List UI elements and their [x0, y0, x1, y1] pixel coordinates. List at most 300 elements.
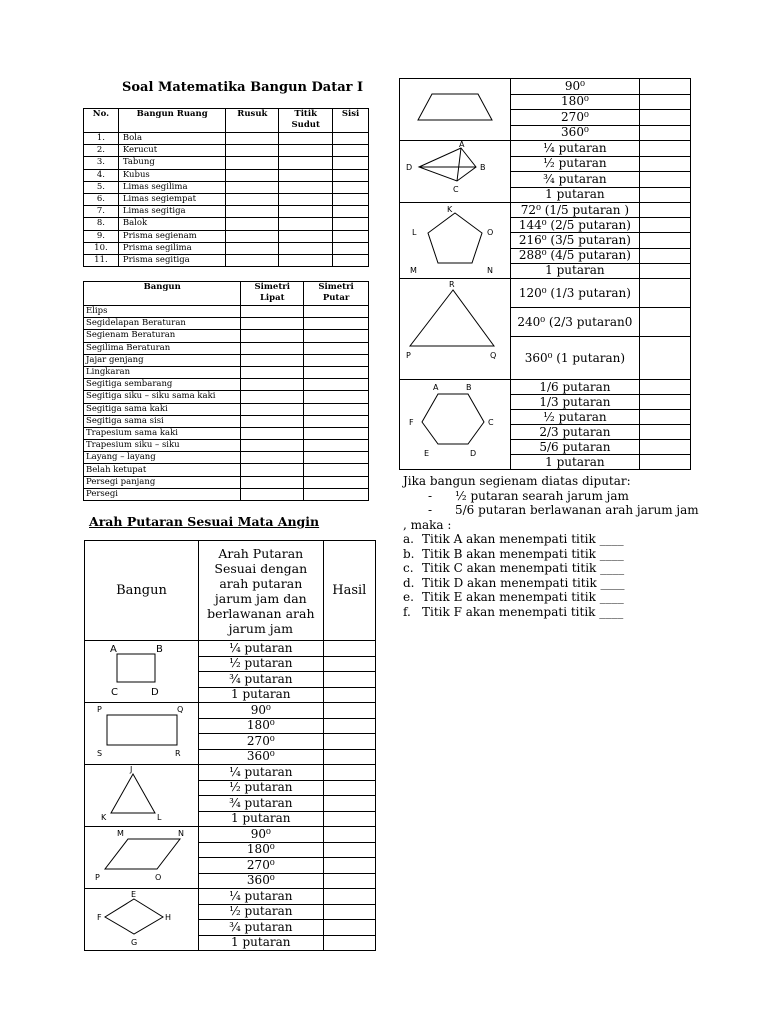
bangun-ruang-name: Kerucut — [118, 145, 226, 157]
result-cell[interactable] — [323, 889, 375, 905]
row-number: 5. — [84, 181, 119, 193]
answer-cell[interactable] — [333, 242, 369, 254]
table-row — [84, 403, 369, 415]
result-cell[interactable] — [323, 780, 375, 796]
rotation-cell: 180⁰ — [199, 842, 324, 858]
answer-cell[interactable] — [279, 181, 333, 193]
answer-cell[interactable] — [241, 403, 304, 415]
vertex-label: D — [406, 163, 413, 172]
rotation-cell: 360⁰ — [199, 749, 324, 765]
hexagon-abcdef-figure — [400, 380, 511, 470]
answer-cell[interactable] — [333, 133, 369, 145]
bangun-ruang-name: Prisma segilima — [118, 242, 226, 254]
table-row — [84, 218, 369, 230]
bangun-ruang-name: Bola — [118, 133, 226, 145]
result-cell[interactable] — [323, 656, 375, 672]
answer-cell[interactable] — [304, 366, 369, 378]
result-cell[interactable] — [639, 172, 690, 188]
answer-cell[interactable] — [304, 488, 369, 500]
result-cell[interactable] — [323, 672, 375, 688]
table-row — [84, 157, 369, 169]
result-cell[interactable] — [323, 935, 375, 951]
rotation-cell: 180⁰ — [199, 718, 324, 734]
answer-cell[interactable] — [304, 476, 369, 488]
table-row — [84, 427, 369, 439]
vertex-label: B — [466, 383, 472, 392]
rotation-cell: 2/3 putaran — [511, 425, 640, 440]
answer-cell[interactable] — [304, 342, 369, 354]
bangun-ruang-name: Tabung — [118, 157, 226, 169]
vertex-label: D — [470, 449, 477, 458]
bullet-item — [403, 503, 703, 518]
question-letter: b. — [403, 546, 415, 561]
answer-cell[interactable] — [226, 254, 279, 266]
question-letter: c. — [403, 561, 414, 575]
header-titik-sudut: Titik Sudut — [279, 109, 333, 133]
table-row — [84, 193, 369, 205]
rotation-cell: 270⁰ — [199, 734, 324, 750]
bangun-ruang-name: Balok — [118, 218, 226, 230]
row-number: 8. — [84, 218, 119, 230]
vertex-label: L — [157, 813, 162, 822]
answer-cell[interactable] — [304, 427, 369, 439]
table-row — [84, 145, 369, 157]
vertex-label: L — [412, 228, 417, 237]
bangun-name: Segidelapan Beraturan — [84, 318, 241, 330]
answer-cell[interactable] — [304, 464, 369, 476]
bangun-name: Lingkaran — [84, 366, 241, 378]
answer-cell[interactable] — [241, 440, 304, 452]
vertex-label: A — [433, 383, 439, 392]
bangun-ruang-name: Prisma segitiga — [118, 254, 226, 266]
answer-cell[interactable] — [279, 230, 333, 242]
answer-cell[interactable] — [241, 415, 304, 427]
kite-abcd-figure — [400, 141, 511, 203]
answer-cell[interactable] — [226, 206, 279, 218]
table-row — [84, 342, 369, 354]
answer-cell[interactable] — [304, 415, 369, 427]
triangle-jkl-figure — [85, 765, 199, 827]
vertex-label: F — [97, 913, 102, 922]
rhombus-efgh-figure — [85, 889, 199, 951]
result-cell[interactable] — [323, 920, 375, 936]
answer-cell[interactable] — [304, 354, 369, 366]
table-row — [84, 181, 369, 193]
answer-cell[interactable] — [333, 206, 369, 218]
question-text[interactable]: Titik A akan menempati titik ____ — [422, 532, 624, 546]
vertex-label: J — [130, 765, 133, 774]
table-row — [84, 440, 369, 452]
answer-cell[interactable] — [241, 464, 304, 476]
header-bangun: Bangun — [84, 282, 241, 306]
vertex-label: N — [487, 266, 493, 275]
table-row — [84, 330, 369, 342]
rectangle-pqrs-figure — [85, 703, 199, 765]
table-row — [84, 254, 369, 266]
vertex-label: Q — [490, 350, 497, 360]
answer-cell[interactable] — [279, 169, 333, 181]
rotation-cell: 90⁰ — [199, 827, 324, 843]
question-item — [403, 605, 703, 620]
rotation-cell: ¾ putaran — [199, 672, 324, 688]
table-row — [84, 488, 369, 500]
result-cell[interactable] — [323, 687, 375, 703]
result-cell[interactable] — [639, 203, 690, 218]
table-row — [84, 476, 369, 488]
vertex-label: P — [97, 705, 102, 714]
vertex-label: R — [449, 279, 455, 289]
rotation-cell: ¼ putaran — [199, 641, 324, 657]
rotation-cell: 1 putaran — [199, 811, 324, 827]
rotation-cell: 288⁰ (4/5 putaran) — [511, 248, 640, 263]
vertex-label: S — [97, 749, 103, 758]
vertex-label: H — [165, 913, 172, 922]
row-number: 7. — [84, 206, 119, 218]
table-row — [84, 133, 369, 145]
rotation-cell: ¼ putaran — [199, 765, 324, 781]
bangun-name: Segitiga sama kaki — [84, 403, 241, 415]
rotation-cell: ½ putaran — [511, 156, 640, 172]
table-row — [84, 379, 369, 391]
result-cell[interactable] — [639, 233, 690, 248]
answer-cell[interactable] — [304, 391, 369, 403]
table-row — [84, 169, 369, 181]
question-block — [403, 474, 703, 619]
vertex-label: C — [111, 687, 118, 698]
table-row — [84, 452, 369, 464]
question-text[interactable]: Titik C akan menempati titik ____ — [422, 561, 625, 575]
bullet-text: ½ putaran searah jarum jam — [455, 488, 629, 503]
result-cell[interactable] — [639, 187, 690, 203]
row-number: 6. — [84, 193, 119, 205]
row-number: 1. — [84, 133, 119, 145]
bangun-name: Persegi — [84, 488, 241, 500]
answer-cell[interactable] — [333, 145, 369, 157]
answer-cell[interactable] — [304, 330, 369, 342]
rotation-cell: 1 putaran — [199, 687, 324, 703]
result-cell[interactable] — [639, 263, 690, 278]
result-cell[interactable] — [639, 156, 690, 172]
header-hasil: Hasil — [323, 541, 375, 641]
answer-cell[interactable] — [333, 254, 369, 266]
bangun-ruang-table — [83, 108, 369, 267]
parallelogram-mnop-figure — [85, 827, 199, 889]
result-cell[interactable] — [323, 842, 375, 858]
answer-cell[interactable] — [333, 157, 369, 169]
table-row — [84, 391, 369, 403]
question-maka: , maka : — [403, 517, 452, 532]
result-cell[interactable] — [323, 796, 375, 812]
answer-cell[interactable] — [241, 427, 304, 439]
rotation-cell: 1 putaran — [511, 455, 640, 470]
answer-cell[interactable] — [241, 488, 304, 500]
rotation-cell: 360⁰ — [511, 125, 640, 141]
answer-cell[interactable] — [279, 218, 333, 230]
bangun-name: Belah ketupat — [84, 464, 241, 476]
vertex-label: O — [155, 873, 162, 882]
row-number: 11. — [84, 254, 119, 266]
rotation-cell: ½ putaran — [199, 904, 324, 920]
result-cell[interactable] — [323, 811, 375, 827]
result-cell[interactable] — [639, 455, 690, 470]
rotation-cell: 240⁰ (2/3 putaran0 — [511, 308, 640, 337]
bangun-ruang-name: Kubus — [118, 169, 226, 181]
question-text[interactable]: Titik D akan menempati titik ____ — [422, 575, 625, 590]
header-rusuk: Rusuk — [226, 109, 279, 133]
vertex-label: F — [409, 418, 414, 427]
bangun-name: Segitiga sembarang — [84, 379, 241, 391]
answer-cell[interactable] — [279, 193, 333, 205]
bangun-ruang-rows — [84, 133, 369, 267]
header-no: No. — [84, 109, 119, 133]
triangle-pqr-figure — [400, 279, 511, 380]
answer-cell[interactable] — [333, 218, 369, 230]
bangun-name: Trapesium sama kaki — [84, 427, 241, 439]
answer-cell[interactable] — [226, 230, 279, 242]
question-intro: Jika bangun segienam diatas diputar: — [403, 474, 631, 488]
header-simetri-putar: Simetri Putar — [304, 282, 369, 306]
answer-cell[interactable] — [226, 193, 279, 205]
trapezium-figure — [400, 79, 511, 141]
answer-cell[interactable] — [226, 157, 279, 169]
rotation-cell: 90⁰ — [199, 703, 324, 719]
bangun-name: Persegi panjang — [84, 476, 241, 488]
answer-cell[interactable] — [304, 379, 369, 391]
result-cell[interactable] — [323, 904, 375, 920]
bullet-marker: - — [428, 488, 433, 503]
answer-cell[interactable] — [241, 318, 304, 330]
result-cell[interactable] — [639, 125, 690, 141]
vertex-label: P — [95, 873, 100, 882]
result-cell[interactable] — [639, 440, 690, 455]
bangun-ruang-name: Limas segilima — [118, 181, 226, 193]
rotation-cell: 1/3 putaran — [511, 395, 640, 410]
answer-cell[interactable] — [241, 342, 304, 354]
answer-cell[interactable] — [333, 169, 369, 181]
bangun-name: Elips — [84, 306, 241, 318]
result-cell[interactable] — [323, 765, 375, 781]
section-title: Arah Putaran Sesuai Mata Angin — [89, 514, 320, 529]
square-abcd-figure — [85, 641, 199, 703]
result-cell[interactable] — [639, 425, 690, 440]
vertex-label: B — [480, 163, 486, 172]
answer-cell[interactable] — [226, 145, 279, 157]
result-cell[interactable] — [323, 718, 375, 734]
answer-cell[interactable] — [279, 157, 333, 169]
header-simetri-lipat: Simetri Lipat — [241, 282, 304, 306]
question-item — [403, 561, 703, 576]
question-list — [403, 532, 703, 619]
result-cell[interactable] — [323, 873, 375, 889]
rotation-cell: 144⁰ (2/5 putaran) — [511, 218, 640, 233]
header-arah-putaran: Arah Putaran Sesuai dengan arah putaran jarum jam dan berlawanan arah jarum jam — [199, 541, 324, 641]
rotation-cell: 216⁰ (3/5 putaran) — [511, 233, 640, 248]
answer-cell[interactable] — [333, 181, 369, 193]
answer-cell[interactable] — [226, 169, 279, 181]
result-cell[interactable] — [639, 380, 690, 395]
vertex-label: A — [459, 141, 465, 149]
rotation-cell: ¼ putaran — [511, 141, 640, 157]
answer-cell[interactable] — [279, 242, 333, 254]
answer-cell[interactable] — [279, 133, 333, 145]
result-cell[interactable] — [639, 94, 690, 110]
bangun-name: Segitiga siku – siku sama kaki — [84, 391, 241, 403]
rotation-cell: 270⁰ — [511, 110, 640, 126]
answer-cell[interactable] — [226, 181, 279, 193]
answer-cell[interactable] — [279, 254, 333, 266]
vertex-label: G — [131, 938, 138, 947]
answer-cell[interactable] — [304, 403, 369, 415]
result-cell[interactable] — [639, 248, 690, 263]
bangun-name: Trapesium siku – siku — [84, 440, 241, 452]
answer-cell[interactable] — [226, 133, 279, 145]
result-cell[interactable] — [639, 141, 690, 157]
result-cell[interactable] — [323, 749, 375, 765]
answer-cell[interactable] — [226, 218, 279, 230]
table-row — [84, 366, 369, 378]
table-row — [84, 318, 369, 330]
answer-cell[interactable] — [279, 145, 333, 157]
rotation-cell: ¾ putaran — [511, 172, 640, 188]
result-cell[interactable] — [639, 410, 690, 425]
question-item — [403, 590, 703, 605]
bangun-name: Segienam Beraturan — [84, 330, 241, 342]
rotation-cell: 1 putaran — [511, 263, 640, 278]
table-row — [84, 415, 369, 427]
answer-cell[interactable] — [304, 306, 369, 318]
rotation-cell: ½ putaran — [199, 780, 324, 796]
answer-cell[interactable] — [333, 193, 369, 205]
rotation-cell: ½ putaran — [199, 656, 324, 672]
rotation-cell: ¾ putaran — [199, 796, 324, 812]
rotasi-bangun-table — [399, 78, 691, 470]
result-cell[interactable] — [639, 395, 690, 410]
vertex-label: M — [410, 266, 417, 275]
answer-cell[interactable] — [279, 206, 333, 218]
answer-cell[interactable] — [241, 379, 304, 391]
row-number: 10. — [84, 242, 119, 254]
answer-cell[interactable] — [333, 230, 369, 242]
vertex-label: R — [175, 749, 181, 758]
question-item — [403, 576, 703, 591]
answer-cell[interactable] — [304, 452, 369, 464]
bullet-marker: - — [428, 503, 433, 517]
question-letter: d. — [403, 575, 415, 590]
bangun-name: Segilima Beraturan — [84, 342, 241, 354]
rotation-cell: 120⁰ (1/3 putaran) — [511, 279, 640, 308]
vertex-label: K — [101, 813, 107, 822]
bullet-text: 5/6 putaran berlawanan arah jarum jam — [455, 503, 699, 517]
bangun-ruang-name: Limas segitiga — [118, 206, 226, 218]
bangun-ruang-name: Limas segiempat — [118, 193, 226, 205]
result-cell[interactable] — [639, 308, 690, 337]
answer-cell[interactable] — [226, 242, 279, 254]
answer-cell[interactable] — [241, 391, 304, 403]
question-item — [403, 547, 703, 562]
result-cell[interactable] — [639, 110, 690, 126]
vertex-label: E — [131, 890, 137, 899]
rotation-cell: 360⁰ (1 putaran) — [511, 337, 640, 380]
answer-cell[interactable] — [241, 354, 304, 366]
answer-cell[interactable] — [241, 330, 304, 342]
table-row — [84, 354, 369, 366]
rotation-cell: ½ putaran — [511, 410, 640, 425]
bangun-name: Jajar genjang — [84, 354, 241, 366]
question-text[interactable]: Titik B akan menempati titik ____ — [422, 546, 624, 561]
question-text[interactable]: Titik E akan menempati titik ____ — [422, 590, 624, 604]
answer-cell[interactable] — [241, 476, 304, 488]
vertex-label: Q — [177, 705, 184, 714]
row-number: 2. — [84, 145, 119, 157]
table-row — [84, 206, 369, 218]
rotation-cell: 72⁰ (1/5 putaran ) — [511, 203, 640, 218]
result-cell[interactable] — [639, 79, 690, 95]
rotation-cell: 360⁰ — [199, 873, 324, 889]
table-row — [84, 306, 369, 318]
vertex-label: C — [488, 418, 494, 427]
header-bangun: Bangun — [85, 541, 199, 641]
vertex-label: E — [424, 449, 430, 458]
result-cell[interactable] — [323, 703, 375, 719]
row-number: 3. — [84, 157, 119, 169]
row-number: 9. — [84, 230, 119, 242]
vertex-label: N — [178, 829, 184, 838]
table-row — [84, 464, 369, 476]
vertex-label: K — [447, 205, 453, 214]
vertex-label: O — [487, 228, 494, 237]
rotation-cell: ¼ putaran — [199, 889, 324, 905]
question-text[interactable]: Titik F akan menempati titik ____ — [422, 604, 624, 619]
result-cell[interactable] — [323, 858, 375, 874]
rotation-cell: 270⁰ — [199, 858, 324, 874]
rotation-cell: 5/6 putaran — [511, 440, 640, 455]
result-cell[interactable] — [323, 734, 375, 750]
question-letter: e. — [403, 590, 414, 604]
vertex-label: B — [156, 644, 163, 655]
simetri-table — [83, 281, 369, 501]
result-cell[interactable] — [323, 827, 375, 843]
answer-cell[interactable] — [304, 440, 369, 452]
vertex-label: C — [453, 185, 459, 194]
question-letter: f. — [403, 604, 411, 619]
answer-cell[interactable] — [241, 452, 304, 464]
vertex-label: M — [117, 829, 124, 838]
table-row — [84, 242, 369, 254]
question-letter: a. — [403, 532, 414, 546]
rotation-cell: 90⁰ — [511, 79, 640, 95]
result-cell[interactable] — [639, 218, 690, 233]
row-number: 4. — [84, 169, 119, 181]
simetri-rows — [84, 306, 369, 501]
result-cell[interactable] — [639, 337, 690, 380]
page-title: Soal Matematika Bangun Datar I — [122, 80, 364, 95]
vertex-label: D — [151, 687, 159, 698]
rotation-cell: ¾ putaran — [199, 920, 324, 936]
rotation-cell: 1 putaran — [511, 187, 640, 203]
result-cell[interactable] — [323, 641, 375, 657]
result-cell[interactable] — [639, 279, 690, 308]
question-item — [403, 532, 703, 547]
answer-cell[interactable] — [241, 366, 304, 378]
rotation-cell: 1 putaran — [199, 935, 324, 951]
header-bangun-ruang: Bangun Ruang — [118, 109, 226, 133]
bangun-ruang-name: Prisma segienam — [118, 230, 226, 242]
pentagon-klmno-figure — [400, 203, 511, 279]
bullet-item — [403, 489, 703, 504]
answer-cell[interactable] — [304, 318, 369, 330]
answer-cell[interactable] — [241, 306, 304, 318]
header-sisi: Sisi — [333, 109, 369, 133]
